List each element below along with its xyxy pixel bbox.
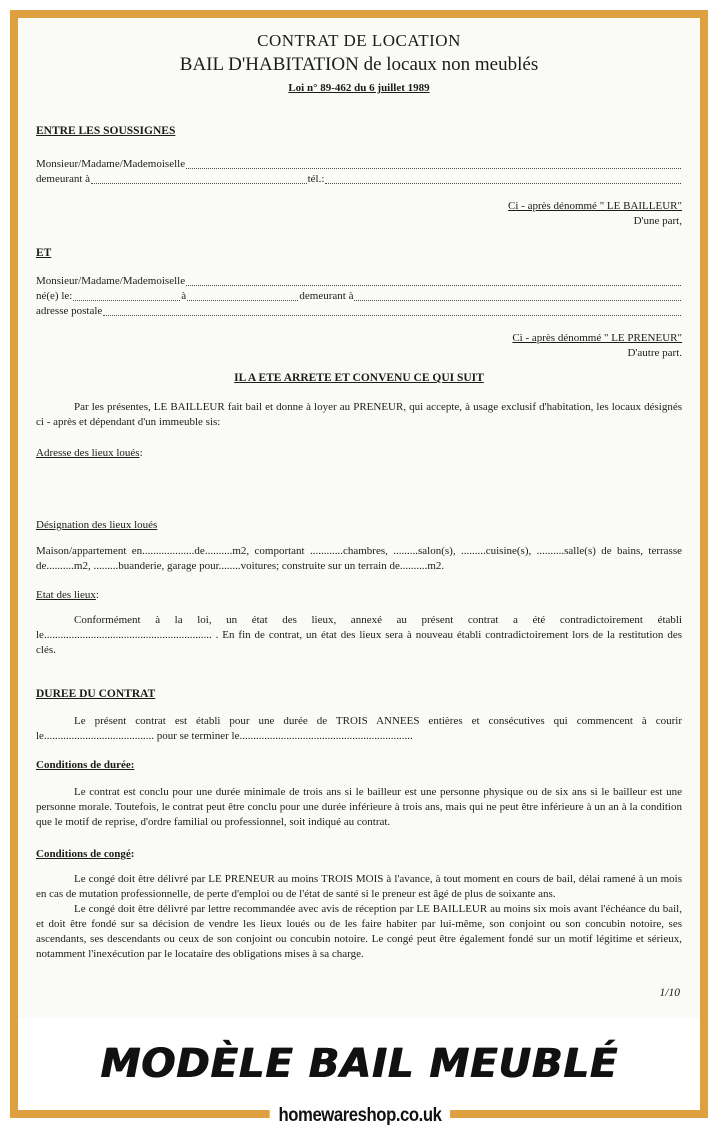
dotted-blank-field xyxy=(187,300,298,301)
dotted-blank-field xyxy=(186,168,681,169)
page-number: 1/10 xyxy=(659,987,680,999)
subheading-conditions-duree: Conditions de durée: xyxy=(36,759,135,771)
preneur-birthplace-label: à xyxy=(181,290,187,302)
dotted-blank-field xyxy=(73,300,180,301)
dotted-blank-field xyxy=(354,300,681,301)
subheading-etat-lieux: Etat des lieux: xyxy=(36,589,99,601)
document-title-line2: BAIL D'HABITATION de locaux non meublés xyxy=(179,54,539,75)
bailleur-denomination: Ci - après dénommé " LE BAILLEUR" xyxy=(508,200,682,212)
banner-title: MODÈLE BAIL MEUBLÉ xyxy=(100,1041,618,1087)
subheading-conditions-conge: Conditions de congé: xyxy=(36,848,135,860)
subheading-designation-lieux: Désignation des lieux loués xyxy=(36,519,158,531)
preneur-name-line xyxy=(36,274,682,289)
section-heading-soussignes: ENTRE LES SOUSSIGNES xyxy=(36,125,176,137)
dotted-blank-field xyxy=(91,183,307,184)
convention-intro-paragraph: Par les présentes, LE BAILLEUR fait bail et donne à loyer au PRENEUR, qui accepte, à usage exclusif d'habitation, les locaux désignés ci - après et dépendant d'un immeuble sis: xyxy=(36,401,682,428)
bailleur-name-label: Monsieur/Madame/Mademoiselle xyxy=(36,158,186,170)
section-heading-duree: DUREE DU CONTRAT xyxy=(36,688,156,700)
preneur-part-label: D'autre part. xyxy=(627,347,682,359)
preneur-postal-line xyxy=(36,304,682,319)
page-border-frame xyxy=(10,10,708,1118)
bailleur-phone-label: tél.: xyxy=(307,173,325,185)
dotted-blank-field xyxy=(325,183,681,184)
conge-preneur-paragraph: Le congé doit être délivré par LE PRENEUR au moins TROIS MOIS à l'avance, à tout moment en cours de bail, délai ramené à un mois en cas de mutation professionnelle, de perte d'emploi ou de l'état de santé si le preneur est âgé de plus de soixante ans. xyxy=(36,873,682,900)
preneur-postal-label: adresse postale xyxy=(36,305,103,317)
dotted-blank-field xyxy=(186,285,681,286)
bailleur-name-line xyxy=(36,157,682,172)
bailleur-denomination-block xyxy=(36,199,682,229)
bailleur-part-label: D'une part, xyxy=(633,215,682,227)
preneur-denomination-block xyxy=(36,331,682,361)
bottom-banner xyxy=(18,1018,700,1110)
preneur-name-label: Monsieur/Madame/Mademoiselle xyxy=(36,275,186,287)
dotted-blank-field xyxy=(103,315,681,316)
subheading-adresse-lieux: Adresse des lieux loués: xyxy=(36,447,143,459)
preneur-birthdate-label: né(e) le: xyxy=(36,290,73,302)
section-heading-convention: IL A ETE ARRETE ET CONVENU CE QUI SUIT xyxy=(234,372,484,384)
document-title-line1: CONTRAT DE LOCATION xyxy=(257,31,461,50)
preneur-residence-label: demeurant à xyxy=(299,290,354,302)
conge-bailleur-paragraph: Le congé doit être délivré par lettre recommandée avec avis de réception par LE BAILLEUR au moins six mois avant l'échéance du bail, et doit être fondé sur sa décision de vendre les lieux loués ou de les faire habiter par lui-même, son conjoint ou son concubin notoire, ses ascendants, ses descendants ou ceux de son conjoint ou concubin notoire. Le congé peut être également fondé sur un motif légitime et sérieux, notamment l'inexécution par le locataire des obligations mises à sa charge. xyxy=(36,903,682,960)
law-reference: Loi n° 89-462 du 6 juillet 1989 xyxy=(288,82,430,94)
duree-paragraph: Le présent contrat est établi pour une durée de TROIS ANNEES entières et consécutives qui commencent à courir le........................................ pour se terminer le............................................................... xyxy=(36,715,682,742)
designation-paragraph: Maison/appartement en...................de..........m2, comportant ............chambres, .........salon(s), .........cuisine(s), ..........salle(s) de bains, terrasse de..........m2, .........buanderie, garage pour........voitures; construite sur un terrain de..........m2. xyxy=(36,545,682,572)
contract-document-page xyxy=(18,18,700,1018)
website-watermark: homewareshop.co.uk xyxy=(270,1105,451,1127)
bailleur-address-label: demeurant à xyxy=(36,173,91,185)
conditions-duree-paragraph: Le contrat est conclu pour une durée minimale de trois ans si le bailleur est une personne physique ou de six ans si le bailleur est une personne morale. Toutefois, le contrat peut être conclu pour une durée inférieure à trois ans, mais qui ne peut être inférieure à un an à la condition que le motif de reprise, d'ordre familial ou professionnel, soit indiqué au contrat. xyxy=(36,786,682,828)
preneur-birth-line xyxy=(36,289,682,304)
etat-lieux-paragraph: Conformément à la loi, un état des lieux, annexé au présent contrat a été contradictoirement établi le............................................................. . En fin de contrat, un état des lieux sera à nouveau établi contradictoirement lors de la restitution des clés. xyxy=(36,614,682,656)
preneur-denomination: Ci - après dénommé " LE PRENEUR" xyxy=(512,332,682,344)
bailleur-address-line xyxy=(36,172,682,187)
section-heading-et: ET xyxy=(36,247,52,259)
